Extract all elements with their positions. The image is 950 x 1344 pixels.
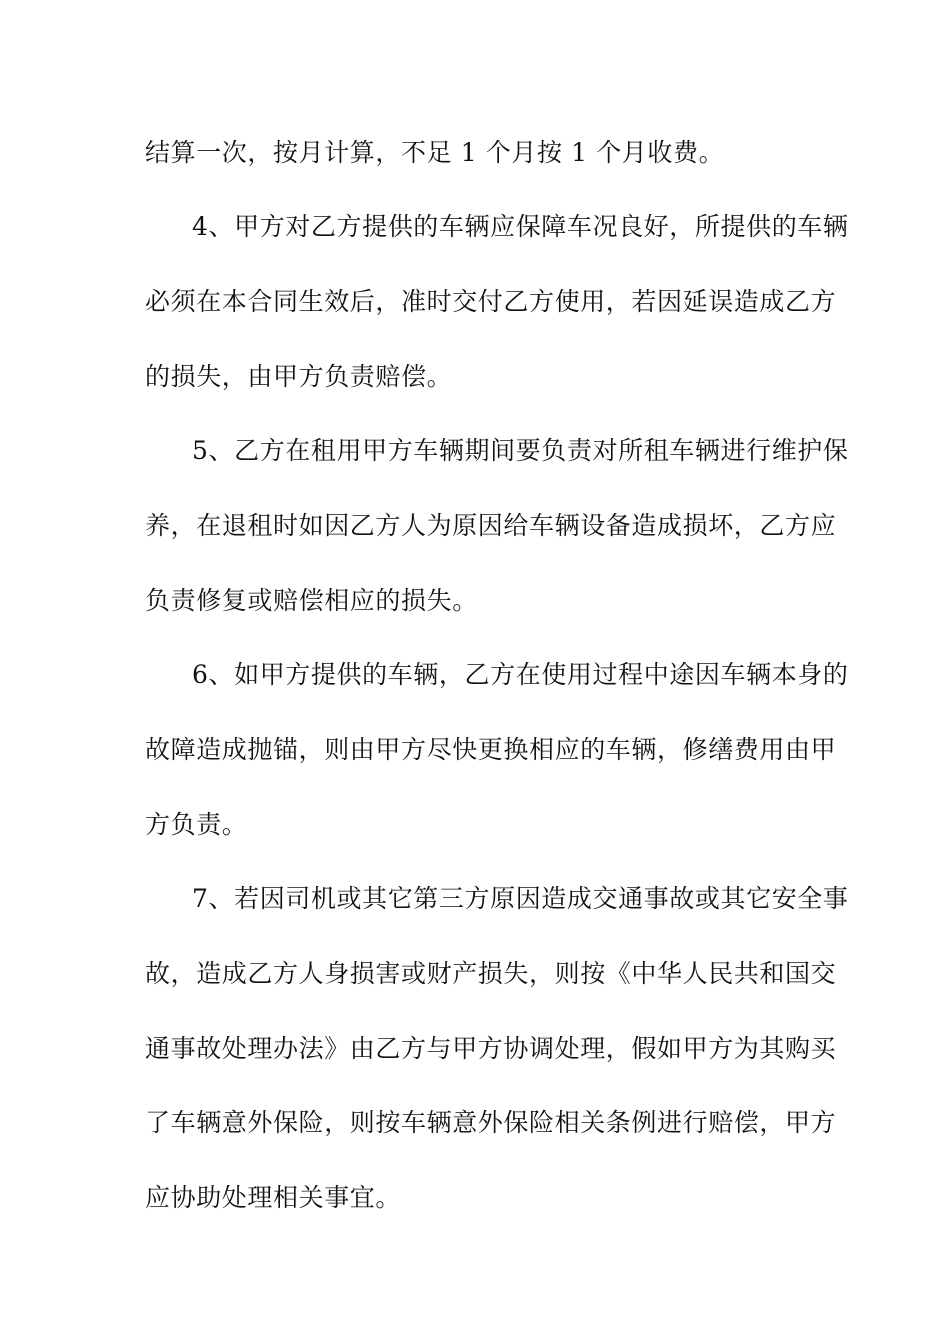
text-line: 应协助处理相关事宜。 — [145, 1183, 402, 1212]
text-line: 6、如甲方提供的车辆，乙方在使用过程中途因车辆本身的 — [192, 660, 849, 689]
text-line: 养，在退租时如因乙方人为原因给车辆设备造成损坏，乙方应 — [145, 511, 837, 540]
text-line: 了车辆意外保险，则按车辆意外保险相关条例进行赔偿，甲方 — [145, 1108, 837, 1137]
text-line: 方负责。 — [145, 810, 248, 839]
text-line: 故障造成抛锚，则由甲方尽快更换相应的车辆，修缮费用由甲 — [145, 735, 837, 764]
text-line: 必须在本合同生效后，准时交付乙方使用，若因延误造成乙方 — [145, 287, 837, 316]
text-line: 通事故处理办法》由乙方与甲方协调处理，假如甲方为其购买 — [145, 1034, 837, 1063]
text-line: 负责修复或赔偿相应的损失。 — [145, 586, 478, 615]
text-line: 5、乙方在租用甲方车辆期间要负责对所租车辆进行维护保 — [192, 436, 849, 465]
text-line: 7、若因司机或其它第三方原因造成交通事故或其它安全事 — [192, 884, 849, 913]
text-line: 的损失，由甲方负责赔偿。 — [145, 362, 453, 391]
text-line: 结算一次，按月计算，不足 1 个月按 1 个月收费。 — [145, 138, 725, 167]
text-line: 4、甲方对乙方提供的车辆应保障车况良好，所提供的车辆 — [192, 212, 849, 241]
text-line: 故，造成乙方人身损害或财产损失，则按《中华人民共和国交 — [145, 959, 837, 988]
